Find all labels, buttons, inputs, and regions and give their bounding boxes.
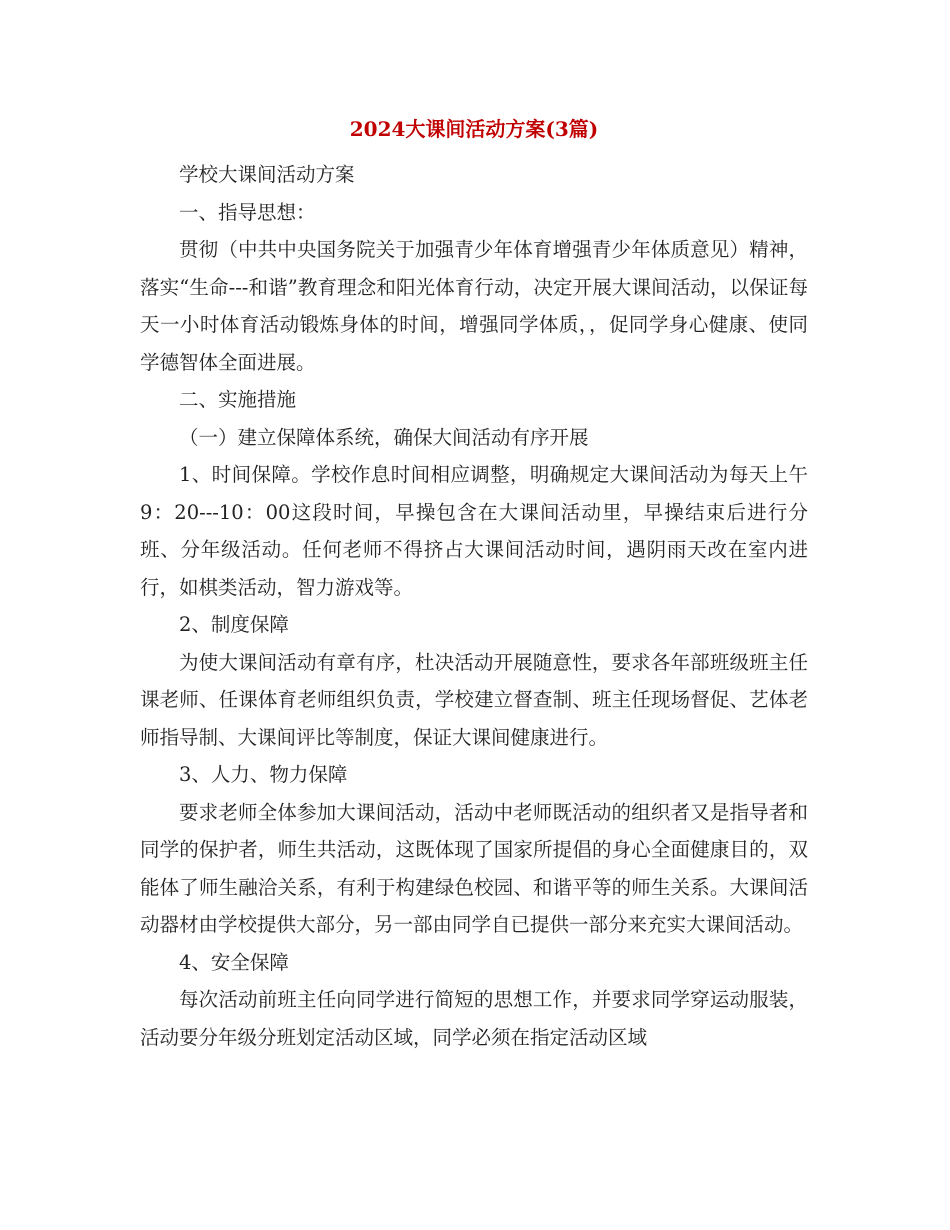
paragraph: 4、安全保障 [179, 950, 289, 974]
paragraph: 1、时间保障。学校作息时间相应调整，明确规定大课间活动为每天上午9：20---10：00这段时间，早操包含在大课间活动里，早操结束后进行分班、分年级活动。任何老师不得挤占大课间活动时间，遇阴雨天改在室内进行，如棋类活动，智力游戏等。 [140, 463, 808, 599]
paragraph: 贯彻（中共中央国务院关于加强青少年体育增强青少年体质意见）精神，落实“生命---和谐”教育理念和阳光体育行动，决定开展大课间活动，以保证每天一小时体育活动锻炼身体的时间，增强同学体质，，促同学身心健康、使同学德智体全面进展。 [140, 238, 808, 374]
paragraph: 2、制度保障 [179, 613, 289, 636]
document-title: 2024大课间活动方案(3篇) [349, 117, 599, 141]
paragraph: 学校大课间活动方案 [179, 163, 355, 186]
paragraph: 3、人力、物力保障 [179, 763, 348, 786]
paragraph: 为使大课间活动有章有序，杜决活动开展随意性，要求各年部班级班主任课老师、任课体育老师组织负责，学校建立督查制、班主任现场督促、艺体老师指导制、大课间评比等制度，保证大课间健康进行。 [140, 650, 808, 749]
paragraph: 一、指导思想： [179, 200, 316, 224]
paragraph: （一）建立保障体系统，确保大间活动有序开展 [179, 425, 589, 449]
paragraph: 要求老师全体参加大课间活动，活动中老师既活动的组织者又是指导者和同学的保护者，师生共活动，这既体现了国家所提倡的身心全面健康目的，双能体了师生融洽关系，有利于构建绿色校园、和谐平等的师生关系。大课间活动器材由学校提供大部分，另一部由同学自已提供一部分来充实大课间活动。 [140, 800, 808, 936]
document-body [140, 156, 808, 1056]
paragraph: 二、实施措施 [179, 388, 297, 411]
paragraph: 每次活动前班主任向同学进行简短的思想工作，并要求同学穿运动服装，活动要分年级分班划定活动区域，同学必须在指定活动区域 [140, 988, 808, 1049]
